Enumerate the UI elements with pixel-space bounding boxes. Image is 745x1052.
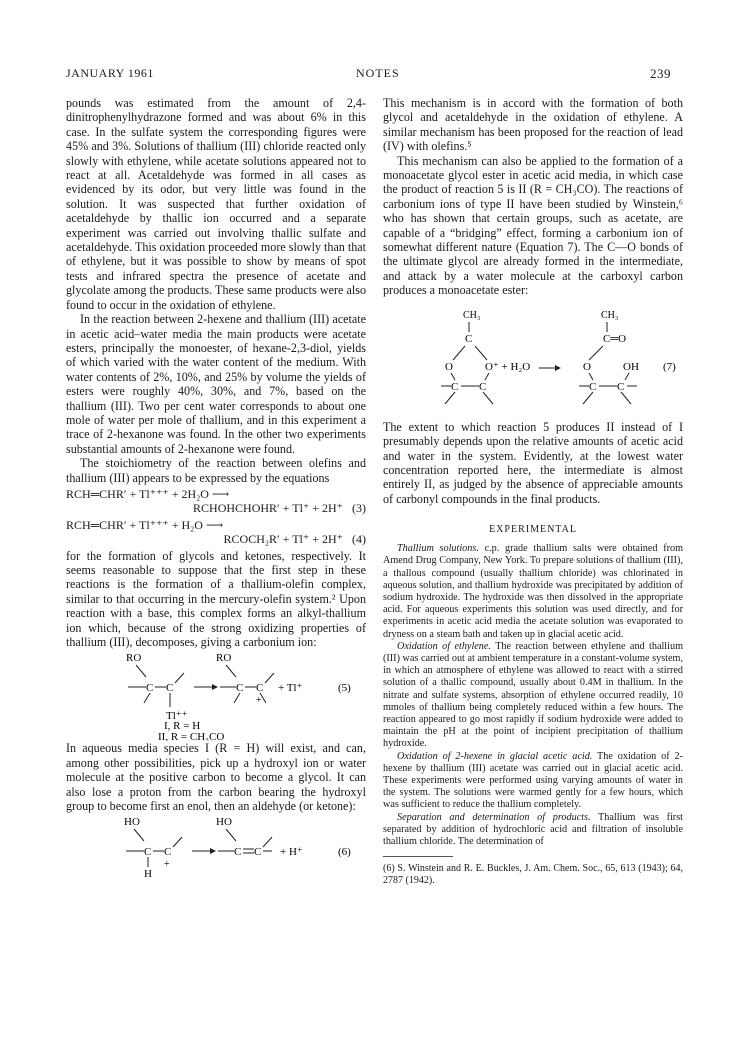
- svg-text:C: C: [451, 380, 459, 393]
- paragraph: [383, 751, 683, 812]
- run-in-heading: Separation and determination of products.: [397, 811, 591, 823]
- oxygen-label: O: [583, 360, 591, 373]
- carbon-label: C: [465, 332, 473, 345]
- ho-label: HO: [124, 816, 140, 829]
- species-label: I, R = H: [164, 720, 201, 733]
- svg-text:C: C: [144, 846, 152, 859]
- svg-text:C: C: [254, 846, 262, 859]
- section-title: EXPERIMENTAL: [489, 524, 577, 536]
- svg-text:C: C: [166, 682, 174, 695]
- thallium-label: Tl⁺⁺: [166, 710, 188, 723]
- paragraph: [383, 812, 683, 849]
- equation-text: RCOCH₂R′ + Tl⁺ + 2H⁺: [223, 532, 343, 547]
- paragraph: [383, 543, 683, 641]
- experimental-section: [383, 543, 683, 848]
- equation-4: [66, 518, 366, 547]
- paragraph-text: The oxidation of 2-hexene by thallium (III) acetate was carried out in glacial acetic acid. These experiments were performed using varying amounts of water in the system. The solutions were warmed gently for a few hours, which was sufficient to reduce the thallium completely.: [383, 750, 683, 811]
- equation-line: [66, 501, 366, 515]
- paragraph: In the reaction between 2-hexene and thallium (III) acetate in acetic acid–water media the main products were acetate esters, principally the monoester, of hexane-2,3-diol, yields of which varied with the water content of the medium. With water contents of 2%, 10%, and 25% by volume the yields of esters were roughly 40%, 30%, and 7%, based on the thallium (III). Two per cent water corresponds to about one mole of water per mole of thallium, and in this experiment a trace of 2-hexanone was found. In the other two experiments substantial amounts of 2-hexanone were found.: [66, 312, 366, 456]
- run-in-heading: Oxidation of ethylene.: [397, 640, 491, 652]
- svg-text:C: C: [617, 380, 625, 393]
- ho-label: HO: [216, 816, 232, 829]
- left-column: [66, 96, 366, 877]
- product-label: + H⁺: [280, 846, 303, 859]
- paragraph: for the formation of glycols and ketones, respectively. It seems reasonable to suppose that the first step in these reactions is the formation of a thallium-olefin complex, similar to that occurring in the mercury-olefin system.² Upon reaction with a base, this complex forms an alkyl-thallium ion which, because of the strong oxidizing properties of thallium (III), decomposes, giving a carbonium ion:: [66, 548, 366, 650]
- right-column: [383, 96, 683, 887]
- paragraph: [383, 641, 683, 751]
- paragraph: This mechanism can also be applied to the formation of a monoacetate glycol ester in acetic acid media, in which case the product of reaction 5 is II (R = CH₃CO). The reactions of carbonium ions of type II have been studied by Winstein,⁶ who has shown that certain groups, such as acetate, are capable of a “bridging” effect, forming a carbonium ion of somewhat different nature (Equation 7). The C—O bonds of the ultimate glycol are already formed in the intermediate, and attack by a water molecule at the carboxyl carbon produces a monoacetate ester:: [383, 153, 683, 298]
- footnote-rule: [383, 856, 453, 857]
- paragraph: pounds was estimated from the amount of 2,4-dinitrophenylhydrazone formed and was about 6% in this case. In the sulfate system the corresponding figures were 45% and 3%. Solutions of thallium (III) chloride reacted only slowly with ethylene, while acetate solutions appeared not to react at all. Acetaldehyde was formed in all cases as evidenced by its odor, but very little was found in the solution. It was suspected that further oxidation of acetaldehyde by thallic ion occurred and a separate experiment was carried out involving thallic sulfate and acetaldehyde. This oxidation proceeded more slowly than that of ethylene, but it was possible to show by means of spot tests and infrared spectra the presence of acetate and glycolate among the products. These same products were also found to occur in the oxidation of ethylene.: [66, 96, 367, 312]
- oxygen-label: O: [445, 360, 453, 373]
- paragraph: In aqueous media species I (R = H) will exist, and can, among other possibilities, pick up a hydroxyl ion or water molecule at the positive carbon to become a glycol. It can also lose a proton from the carbon bearing the hydroxyl group to become first an enol, then an aldehyde (or ketone):: [66, 741, 366, 814]
- product-label: + Tl⁺: [278, 682, 303, 695]
- svg-text:C: C: [234, 846, 242, 859]
- methyl-label: CH₃: [463, 309, 481, 321]
- svg-text:C: C: [164, 846, 172, 859]
- oxonium-label: O⁺ + H₂O: [485, 360, 531, 373]
- svg-text:+: +: [164, 859, 170, 871]
- equation-6-structure: [66, 813, 366, 877]
- svg-text:C: C: [146, 682, 154, 695]
- page-number: 239: [650, 66, 671, 81]
- equation-number: (5): [338, 682, 351, 695]
- equation-number: (3): [352, 501, 366, 516]
- svg-text:C: C: [236, 682, 244, 695]
- methyl-label: CH₃: [601, 309, 619, 321]
- svg-text:+: +: [256, 695, 262, 707]
- running-header-date: JANUARY 1961: [66, 66, 154, 80]
- ro-label: RO: [216, 652, 232, 665]
- equation-line: RCH═CHR′ + Tl⁺⁺⁺ + 2H₂O ⟶: [66, 486, 230, 501]
- equation-line: [66, 532, 366, 546]
- equation-7-structure: [383, 306, 683, 414]
- carbonyl-label: C═O: [603, 332, 627, 345]
- paragraph: The stoichiometry of the reaction between olefins and thallium (III) appears to be expressed by the equations: [66, 456, 366, 485]
- paragraph: The extent to which reaction 5 produces II instead of I presumably depends upon the relative amounts of acetic acid and water in the system. Evidently, at the lowest water concentration reported here, the intermediate is almost entirely II, as judged by the absence of appreciable amounts of carbonyl compounds in the final products.: [383, 419, 683, 506]
- ro-label: RO: [126, 652, 142, 665]
- equation-number: (6): [338, 846, 351, 859]
- svg-text:C: C: [256, 682, 264, 695]
- equation-3: [66, 487, 366, 516]
- equation-number: (4): [352, 532, 366, 547]
- paragraph-text: c.p. grade thallium salts were obtained from Amend Drug Company, New York. To prepare solutions of thallium (III), a thallous compound (usually thallium chloride) was chlorinated in aqueous solution, and thallium hydroxide was precipitated by addition of sodium hydroxide. The hydroxide was then dissolved in the appropriate acid. For aqueous experiments this solution was used directly, and for experiments in acetic acid media the acetate solution was evaporated to dryness on a steam bath and taken up in glacial acetic acid.: [383, 543, 684, 640]
- svg-text:C: C: [479, 380, 487, 393]
- paragraph-text: Thallium was first separated by addition of hydrochloric acid and filtration of insoluble thallium chloride. The determination of: [383, 811, 683, 847]
- hydrogen-label: H: [144, 868, 152, 878]
- equation-line: RCH═CHR′ + Tl⁺⁺⁺ + H₂O ⟶: [66, 517, 224, 532]
- equation-text: RCHOHCHOHR′ + Tl⁺ + 2H⁺: [193, 501, 343, 516]
- running-header-section: NOTES: [356, 66, 400, 80]
- paragraph-text: The reaction between ethylene and thallium (III) was carried out at ambient temperature in a constant-volume system, in which an atmosphere of ethylene was allowed to react with a stirred solution of a thallic compound, usually about 0.4M in thallium. In the nitrate and sulfate systems, absorption of ethylene occurred readily, 10 mmoles of thallium being completely reduced within a few hours. The reaction appeared to go most rapidly if sodium hydroxide were added to maintain the pH at the point of incipient precipitation of thallium hydroxide.: [383, 640, 683, 750]
- hydroxyl-label: OH: [623, 360, 639, 373]
- equation-number: (7): [663, 360, 676, 373]
- equation-5-structure: [66, 649, 366, 741]
- paragraph: This mechanism is in accord with the formation of both glycol and acetaldehyde in the oxidation of ethylene. A similar mechanism has been proposed for the reaction of lead (IV) with olefins.⁵: [383, 96, 683, 154]
- footnote: (6) S. Winstein and R. E. Buckles, J. Am. Chem. Soc., 65, 613 (1943); 64, 2787 (1942).: [383, 863, 683, 887]
- run-in-heading: Oxidation of 2-hexene in glacial acetic acid.: [397, 750, 593, 762]
- svg-text:C: C: [589, 380, 597, 393]
- run-in-heading: Thallium solutions.: [397, 543, 479, 555]
- species-label: II, R = CH₃CO: [158, 731, 225, 742]
